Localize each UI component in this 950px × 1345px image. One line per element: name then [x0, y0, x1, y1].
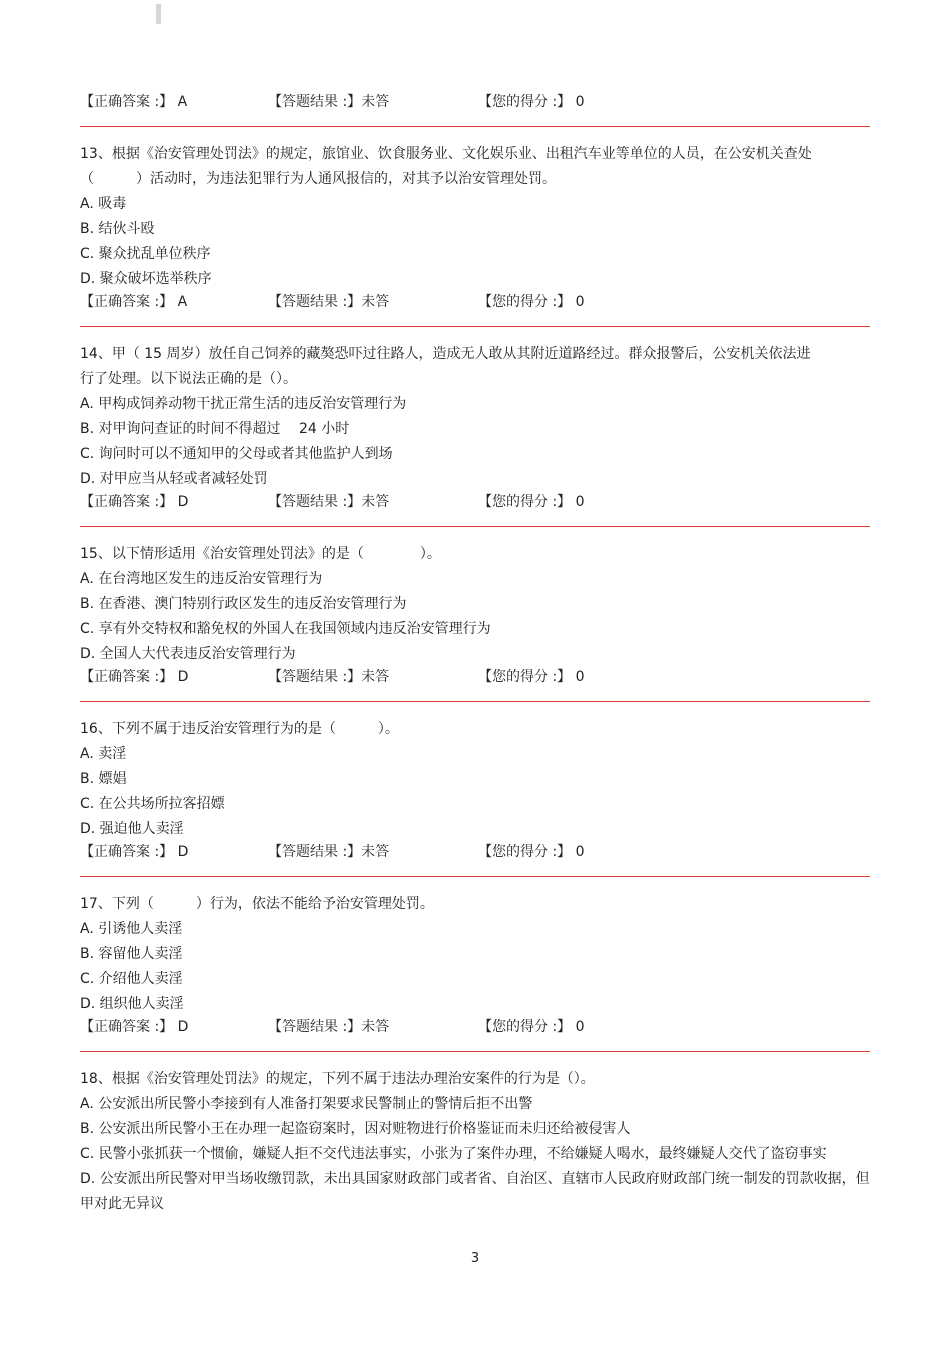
result-row [80, 667, 870, 687]
option-b: B. 在香港、澳门特别行政区发生的违反治安管理行为 [80, 596, 407, 612]
correct-answer: 【正确答案 :】 A [80, 94, 188, 110]
question-text: 13、根据《治安管理处罚法》的规定，旅馆业、饮食服务业、文化娱乐业、出租汽车业等单位的人员，在公安机关查处（ ）活动时，为违法犯罪行为人通风报信的，对其予以治安管理处罚。 [80, 146, 812, 187]
answer-result: 【答题结果 :】未答 [268, 94, 390, 110]
result-row [80, 492, 870, 512]
option-d: D. 强迫他人卖淫 [80, 821, 184, 837]
option-a: A. 引诱他人卖淫 [80, 921, 183, 937]
quiz-page [80, 92, 870, 1217]
page-number: 3 [470, 1251, 480, 1266]
question-18 [80, 1067, 870, 1217]
question-15 [80, 542, 870, 687]
scan-mark [156, 4, 161, 24]
question-text: 16、下列不属于违反治安管理行为的是（ ）。 [80, 721, 399, 737]
question-14 [80, 342, 870, 512]
divider [80, 126, 870, 127]
option-a: A. 卖淫 [80, 746, 127, 762]
result-row [80, 1017, 870, 1037]
option-d: D. 组织他人卖淫 [80, 996, 184, 1012]
option-c: C. 享有外交特权和豁免权的外国人在我国领域内违反治安管理行为 [80, 621, 491, 637]
result-row [80, 92, 870, 112]
option-c: C. 介绍他人卖淫 [80, 971, 183, 987]
option-a: A. 在台湾地区发生的违反治安管理行为 [80, 571, 323, 587]
divider [80, 1051, 870, 1052]
question-13 [80, 142, 870, 312]
answer-result: 【答题结果 :】未答 [268, 844, 390, 860]
question-text: 18、根据《治安管理处罚法》的规定，下列不属于违法办理治安案件的行为是（）。 [80, 1071, 595, 1087]
answer-result: 【答题结果 :】未答 [268, 669, 390, 685]
correct-answer: 【正确答案 :】 D [80, 669, 189, 685]
option-a: A. 公安派出所民警小李接到有人准备打架要求民警制止的警情后拒不出警 [80, 1096, 533, 1112]
question-17 [80, 892, 870, 1037]
answer-result: 【答题结果 :】未答 [268, 294, 390, 310]
question-text: 14、甲（ 15 周岁）放任自己饲养的藏獒恐吓过往路人，造成无人敢从其附近道路经过。群众报警后，公安机关依法进行了处理。以下说法正确的是（）。 [80, 346, 811, 387]
score: 【您的得分 :】 0 [478, 94, 585, 110]
question-text: 15、以下情形适用《治安管理处罚法》的是（ ）。 [80, 546, 441, 562]
option-c: C. 聚众扰乱单位秩序 [80, 246, 211, 262]
answer-result: 【答题结果 :】未答 [268, 1019, 390, 1035]
score: 【您的得分 :】 0 [478, 294, 585, 310]
divider [80, 876, 870, 877]
correct-answer: 【正确答案 :】 D [80, 494, 189, 510]
correct-answer: 【正确答案 :】 D [80, 1019, 189, 1035]
score: 【您的得分 :】 0 [478, 494, 585, 510]
correct-answer: 【正确答案 :】 A [80, 294, 188, 310]
option-c: C. 询问时可以不通知甲的父母或者其他监护人到场 [80, 446, 393, 462]
option-b: B. 公安派出所民警小王在办理一起盗窃案时，因对赃物进行价格鉴证而未归还给被侵害人 [80, 1121, 631, 1137]
option-b: B. 嫖娼 [80, 771, 127, 787]
option-a: A. 甲构成饲养动物干扰正常生活的违反治安管理行为 [80, 396, 407, 412]
option-b: B. 容留他人卖淫 [80, 946, 183, 962]
option-d: D. 对甲应当从轻或者减轻处罚 [80, 471, 268, 487]
result-row [80, 842, 870, 862]
option-c: C. 在公共场所拉客招嫖 [80, 796, 225, 812]
score: 【您的得分 :】 0 [478, 1019, 585, 1035]
score: 【您的得分 :】 0 [478, 669, 585, 685]
question-text: 17、下列（ ）行为，依法不能给予治安管理处罚。 [80, 896, 434, 912]
divider [80, 326, 870, 327]
option-c: C. 民警小张抓获一个惯偷，嫌疑人拒不交代违法事实，小张为了案件办理，不给嫌疑人喝水，最终嫌疑人交代了盗窃事实 [80, 1146, 827, 1162]
option-d: D. 全国人大代表违反治安管理行为 [80, 646, 296, 662]
divider [80, 701, 870, 702]
option-b: B. 对甲询问查证的时间不得超过 24 小时 [80, 421, 350, 437]
option-b: B. 结伙斗殴 [80, 221, 155, 237]
divider [80, 526, 870, 527]
correct-answer: 【正确答案 :】 D [80, 844, 189, 860]
answer-result: 【答题结果 :】未答 [268, 494, 390, 510]
option-d: D. 公安派出所民警对甲当场收缴罚款，未出具国家财政部门或者省、自治区、直辖市人民政府财政部门统一制发的罚款收据，但甲对此无异议 [80, 1171, 870, 1212]
option-a: A. 吸毒 [80, 196, 127, 212]
result-row [80, 292, 870, 312]
question-16 [80, 717, 870, 862]
score: 【您的得分 :】 0 [478, 844, 585, 860]
option-d: D. 聚众破坏选举秩序 [80, 271, 212, 287]
